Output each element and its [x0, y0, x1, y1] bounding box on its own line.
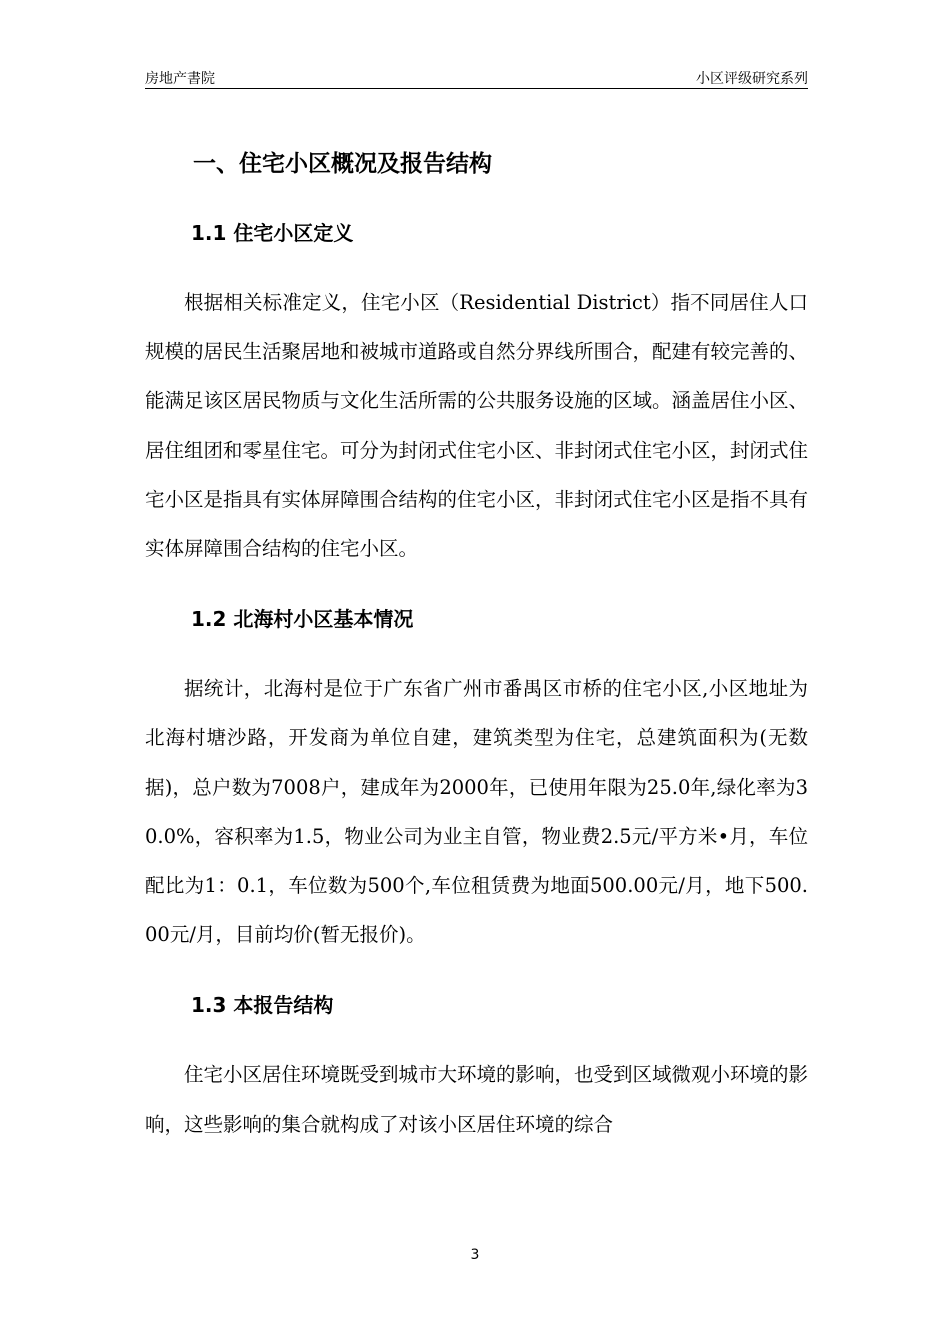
section-title-1-1: 1.1 住宅小区定义 — [191, 221, 354, 245]
paragraph-definition: 根据相关标准定义，住宅小区（Residential District）指不同居住人口规模的居民生活聚居地和被城市道路或自然分界线所围合，配建有较完善的、能满足该区居民物质与文化生活所需的公共服务设施的区域。涵盖居住小区、居住组团和零星住宅。可分为封闭式住宅小区、非封闭式住宅小区，封闭式住宅小区是指具有实体屏障围合结构的住宅小区，非封闭式住宅小区是指不具有实体屏障围合结构的住宅小区。 — [145, 291, 809, 561]
page-number: 3 — [470, 1247, 480, 1263]
page-header — [145, 66, 808, 89]
paragraph-basic-info: 据统计，北海村是位于广东省广州市番禺区市桥的住宅小区,小区地址为北海村塘沙路，开发商为单位自建，建筑类型为住宅，总建筑面积为(无数据)，总户数为7008户，建成年为2000年，已使用年限为25.0年,绿化率为30.0%，容积率为1.5，物业公司为业主自管，物业费2.5元/平方米•月，车位配比为1：0.1，车位数为500个,车位租赁费为地面500.00元/月，地下500.00元/月，目前均价(暂无报价)。 — [145, 677, 808, 947]
section-title-1-3: 1.3 本报告结构 — [191, 993, 334, 1018]
chapter-title: 一、住宅小区概况及报告结构 — [193, 151, 492, 177]
page-body — [145, 140, 808, 1149]
paragraph-report-structure: 住宅小区居住环境既受到城市大环境的影响，也受到区域微观小环境的影响，这些影响的集合就构成了对该小区居住环境的综合 — [145, 1063, 809, 1136]
section-title-1-2: 1.2 北海村小区基本情况 — [191, 607, 414, 632]
header-series-title: 小区评级研究系列 — [696, 71, 808, 87]
header-publisher: 房地产書院 — [145, 71, 215, 87]
